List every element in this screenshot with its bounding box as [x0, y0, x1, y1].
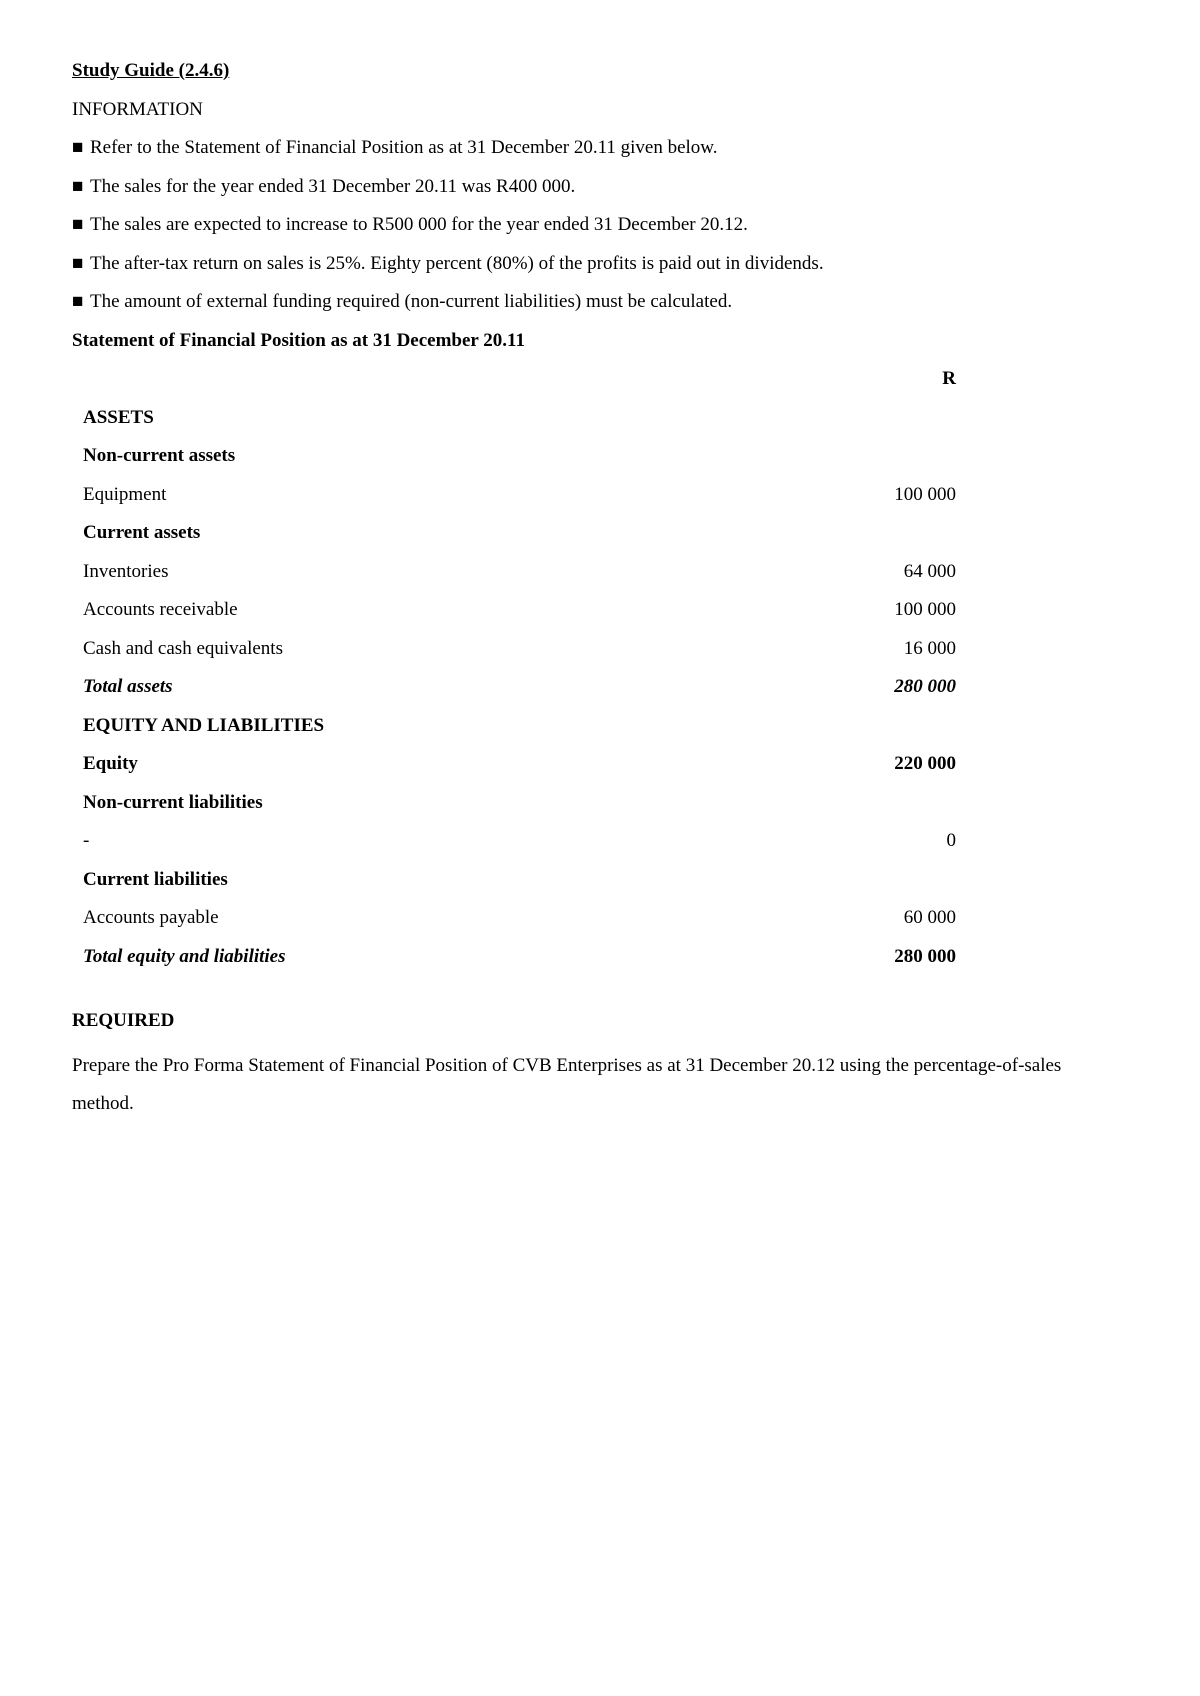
cash-label: Cash and cash equivalents — [83, 637, 283, 659]
accounts-receivable-label: Accounts receivable — [83, 599, 238, 620]
bullet-text: The after-tax return on sales is 25%. Eighty percent (80%) of the profits is paid out in dividends. — [90, 252, 824, 274]
bullet-item — [72, 289, 1132, 328]
currency-header: R — [942, 368, 956, 389]
current-liabilities-heading-row — [83, 867, 956, 906]
accounts-payable-value: 60 000 — [903, 907, 956, 928]
required-text: Prepare the Pro Forma Statement of Financial Position of CVB Enterprises as at 31 December 20.12 using the percentage-of-sales method. — [72, 1054, 1062, 1114]
statement-title: Statement of Financial Position as at 31 December 20.11 — [72, 329, 525, 351]
accounts-receivable-value: 100 000 — [894, 599, 956, 620]
inventories-value: 64 000 — [903, 560, 956, 582]
bullet-text: The amount of external funding required (non-current liabilities) must be calculated. — [90, 291, 733, 312]
square-bullet-icon: ■ — [72, 291, 84, 312]
non-current-assets-heading-row — [83, 443, 956, 482]
square-bullet-icon: ■ — [72, 214, 84, 235]
non-current-liabilities-item-label: - — [83, 830, 90, 851]
inventories-row — [83, 559, 956, 598]
document-page — [72, 58, 1132, 1124]
non-current-liabilities-heading-row — [83, 790, 956, 829]
total-equity-liabilities-row — [83, 944, 956, 983]
square-bullet-icon: ■ — [72, 252, 84, 274]
non-current-liabilities-item-row — [83, 828, 956, 867]
total-assets-label: Total assets — [83, 676, 173, 697]
equity-label: Equity — [83, 753, 138, 774]
total-equity-liabilities-value: 280 000 — [894, 945, 956, 967]
bullet-item — [72, 212, 1132, 251]
required-heading: REQUIRED — [72, 1010, 175, 1031]
equity-value: 220 000 — [894, 753, 956, 774]
equity-row — [83, 751, 956, 790]
non-current-liabilities-item-value: 0 — [946, 830, 956, 851]
bullet-item — [72, 174, 1132, 213]
study-guide-title: Study Guide (2.4.6) — [72, 60, 230, 81]
financial-position-statement — [83, 366, 956, 982]
currency-column-header-row — [83, 366, 956, 405]
current-assets-heading-row — [83, 520, 956, 559]
cash-value: 16 000 — [903, 637, 956, 659]
equipment-row — [83, 482, 956, 521]
non-current-assets-heading: Non-current assets — [83, 445, 236, 466]
inventories-label: Inventories — [83, 560, 169, 582]
equipment-label: Equipment — [83, 483, 167, 505]
equity-liabilities-heading-row — [83, 713, 956, 752]
non-current-liabilities-heading: Non-current liabilities — [83, 791, 263, 813]
accounts-payable-row — [83, 905, 956, 944]
equity-liabilities-heading: EQUITY AND LIABILITIES — [83, 714, 325, 736]
accounts-receivable-row — [83, 597, 956, 636]
square-bullet-icon: ■ — [72, 175, 84, 197]
current-assets-heading: Current assets — [83, 522, 201, 543]
accounts-payable-label: Accounts payable — [83, 907, 219, 928]
total-assets-row — [83, 674, 956, 713]
bullet-text: The sales are expected to increase to R500 000 for the year ended 31 December 20.12. — [90, 214, 748, 235]
assets-heading: ASSETS — [83, 406, 154, 428]
bullet-text: The sales for the year ended 31 December 20.11 was R400 000. — [90, 175, 576, 197]
bullet-item — [72, 135, 1132, 174]
information-heading: INFORMATION — [72, 98, 203, 120]
assets-heading-row — [83, 405, 956, 444]
bullet-text: Refer to the Statement of Financial Position as at 31 December 20.11 given below. — [90, 137, 718, 158]
bullet-item — [72, 251, 1132, 290]
total-equity-liabilities-label: Total equity and liabilities — [83, 945, 286, 967]
current-liabilities-heading: Current liabilities — [83, 868, 228, 890]
cash-row — [83, 636, 956, 675]
equipment-value: 100 000 — [894, 483, 956, 505]
spacer — [72, 982, 1132, 1008]
total-assets-value: 280 000 — [894, 676, 956, 697]
square-bullet-icon: ■ — [72, 137, 84, 158]
